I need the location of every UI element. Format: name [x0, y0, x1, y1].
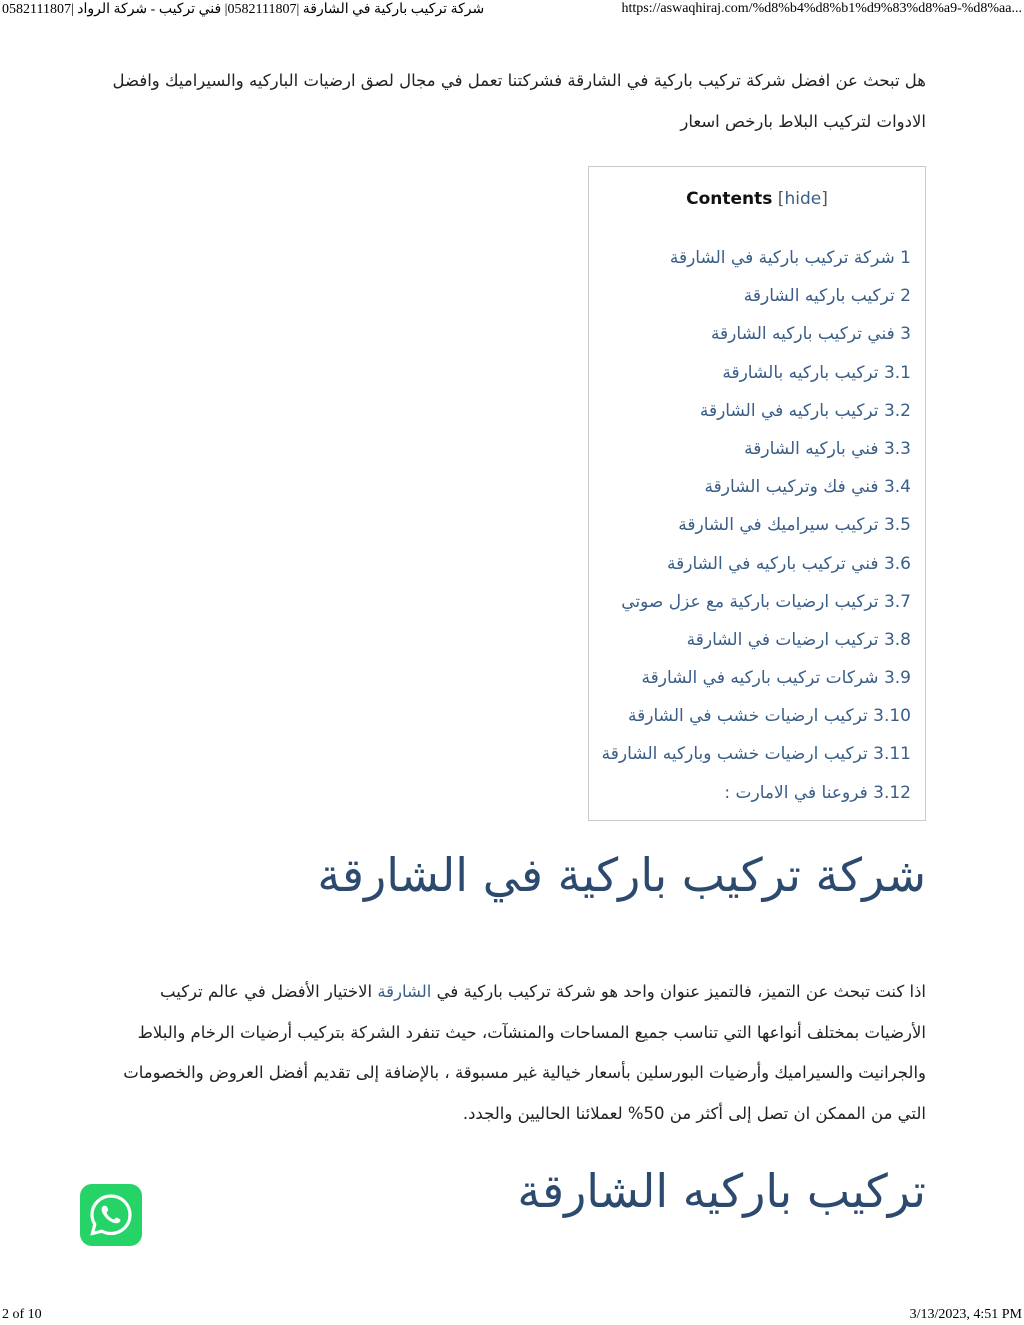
- toc-link[interactable]: 3.6 فني تركيب باركيه في الشارقة: [667, 553, 911, 574]
- section2-heading: تركيب باركيه الشارقة: [517, 1164, 926, 1218]
- toc-link[interactable]: 3 فني تركيب باركيه الشارقة: [710, 324, 911, 345]
- toc-item: [599, 735, 911, 773]
- toc-link[interactable]: 3.9 شركات تركيب باركيه في الشارقة: [641, 668, 911, 689]
- article-intro: [100, 60, 926, 142]
- section1-text-after: الاختيار الأفضل في عالم تركيب الأرضيات بمختلف أنواعها التي تناسب جميع المساحات والمنشآت، حيث تنفرد الشركة بتركيب أرضيات الرخام والبلاط والجرانيت والسيراميك وأرضيات البورسلين بأسعار خيالية غير مسبوقة ، بالإضافة إلى تقديم أفضل العروض والخصومات التي من الممكن ان تصل إلى أكثر من 50% لعملائنا الحاليين والجدد.: [123, 982, 926, 1123]
- table-of-contents: [588, 166, 926, 821]
- toc-hide-link[interactable]: hide: [784, 189, 822, 209]
- section1-heading: شركة تركيب باركية في الشارقة: [317, 848, 926, 902]
- toc-item: [599, 315, 911, 353]
- sharjah-link[interactable]: الشارقة: [377, 982, 432, 1001]
- toc-link[interactable]: 3.4 فني فك وتركيب الشارقة: [704, 477, 911, 498]
- print-datetime: 3/13/2023, 4:51 PM: [909, 1307, 1022, 1322]
- toc-item: [599, 659, 911, 697]
- toc-header: [589, 189, 925, 209]
- print-header-title: شركة تركيب باركية في الشارقة |0582111807| فني تركيب - شركة الرواد |0582111807: [2, 2, 485, 17]
- toc-item: [599, 468, 911, 506]
- toc-item: [599, 354, 911, 392]
- toc-item: [599, 392, 911, 430]
- section1-text-before: اذا كنت تبحث عن التميز، فالتميز عنوان واحد هو شركة تركيب باركية في: [431, 982, 926, 1001]
- toc-item: [599, 430, 911, 468]
- toc-item: [599, 277, 911, 315]
- section1-paragraph: [100, 972, 926, 1134]
- print-footer: [0, 1305, 1024, 1325]
- toc-item: [599, 545, 911, 583]
- whatsapp-button[interactable]: [80, 1184, 142, 1246]
- toc-item: [599, 774, 911, 812]
- toc-bracket-open: [: [772, 189, 785, 209]
- print-header-url: https://aswaqhiraj.com/%d8%b4%d8%b1%d9%83%d8%a9-%d8%aa...: [621, 1, 1022, 16]
- toc-link[interactable]: 3.2 تركيب باركيه في الشارقة: [699, 400, 911, 421]
- print-header: [0, 0, 1024, 22]
- toc-link[interactable]: 3.5 تركيب سيراميك في الشارقة: [678, 515, 911, 536]
- page-counter: 2 of 10: [2, 1307, 42, 1322]
- toc-item: [599, 506, 911, 544]
- toc-link[interactable]: 3.1 تركيب باركيه بالشارقة: [722, 362, 911, 383]
- toc-item: [599, 239, 911, 277]
- toc-item: [599, 697, 911, 735]
- toc-title: Contents: [686, 189, 773, 209]
- toc-link[interactable]: 3.8 تركيب ارضيات في الشارقة: [686, 629, 911, 650]
- whatsapp-icon: [88, 1192, 134, 1238]
- toc-link[interactable]: 3.10 تركيب ارضيات خشب في الشارقة: [628, 706, 911, 727]
- toc-link[interactable]: 3.11 تركيب ارضيات خشب وباركيه الشارقة: [601, 744, 911, 765]
- intro-paragraph: هل تبحث عن افضل شركة تركيب باركية في الشارقة فشركتنا تعمل في مجال لصق ارضيات الباركيه والسيراميك وافضل الادوات لتركيب البلاط بارخص اسعار: [112, 71, 926, 131]
- toc-link[interactable]: 3.12 فروعنا في الامارت :: [724, 782, 911, 803]
- toc-link[interactable]: 3.3 فني باركيه الشارقة: [744, 438, 911, 459]
- toc-list: [599, 239, 911, 812]
- toc-link[interactable]: 3.7 تركيب ارضيات باركية مع عزل صوتي: [621, 591, 911, 612]
- toc-bracket-close: ]: [821, 189, 828, 209]
- toc-item: [599, 621, 911, 659]
- toc-link[interactable]: 1 شركة تركيب باركية في الشارقة: [669, 248, 911, 268]
- toc-link[interactable]: 2 تركيب باركيه الشارقة: [743, 286, 911, 307]
- toc-item: [599, 583, 911, 621]
